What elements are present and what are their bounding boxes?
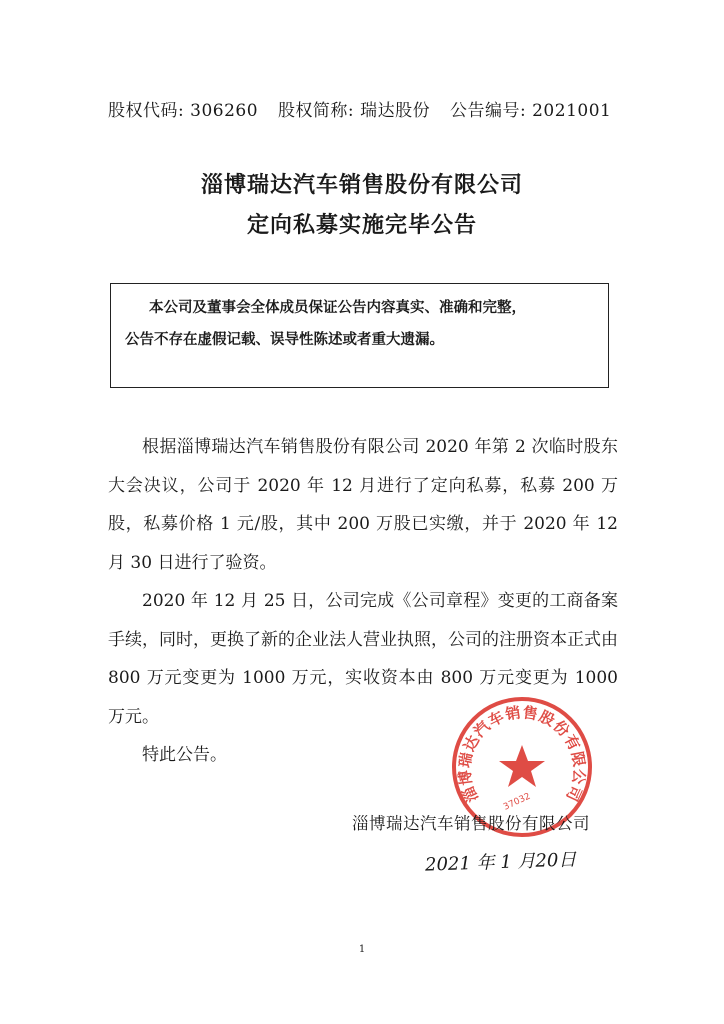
body-paragraph-3: 特此公告。 (142, 745, 227, 765)
disclaimer-box (110, 283, 609, 388)
body-paragraph-2: 2020 年 12 月 25 日，公司完成《公司章程》变更的工商备案手续，同时，更换了新的企业法人营业执照，公司的注册资本正式由 800 万元变更为 1000 万元，实收资本由 800 万元变更为 1000 万元。 (108, 591, 618, 727)
signature-date: 2021 年 1 月20日 (424, 849, 577, 876)
seal-text: 淄博瑞达汽车销售股份有限公司 (455, 703, 589, 805)
seal-number: 37032 (502, 791, 533, 813)
disclaimer-line-2: 公告不存在虚假记载、误导性陈述或者重大遗漏。 (125, 332, 444, 348)
stock-abbreviation: 股权简称: 瑞达股份 (277, 101, 431, 121)
body-paragraph-1: 根据淄博瑞达汽车销售股份有限公司 2020 年第 2 次临时股东大会决议，公司于 2020 年 12 月进行了定向私募，私募 200 万股，私募价格 1 元/股，其中 200 万股已实缴，并于 2020 年 12 月 30 日进行了验资。 (108, 437, 618, 573)
document-header (108, 96, 625, 121)
signature-company: 淄博瑞达汽车销售股份有限公司 (352, 814, 590, 833)
disclaimer-line-1: 本公司及董事会全体成员保证公告内容真实、准确和完整， (149, 300, 526, 316)
announcement-title: 定向私募实施完毕公告 (246, 213, 477, 238)
company-title: 淄博瑞达汽车销售股份有限公司 (200, 173, 523, 198)
announcement-number: 公告编号: 2021001 (449, 101, 612, 121)
page-number: 1 (358, 944, 366, 955)
stock-code: 股权代码: 306260 (108, 101, 259, 121)
